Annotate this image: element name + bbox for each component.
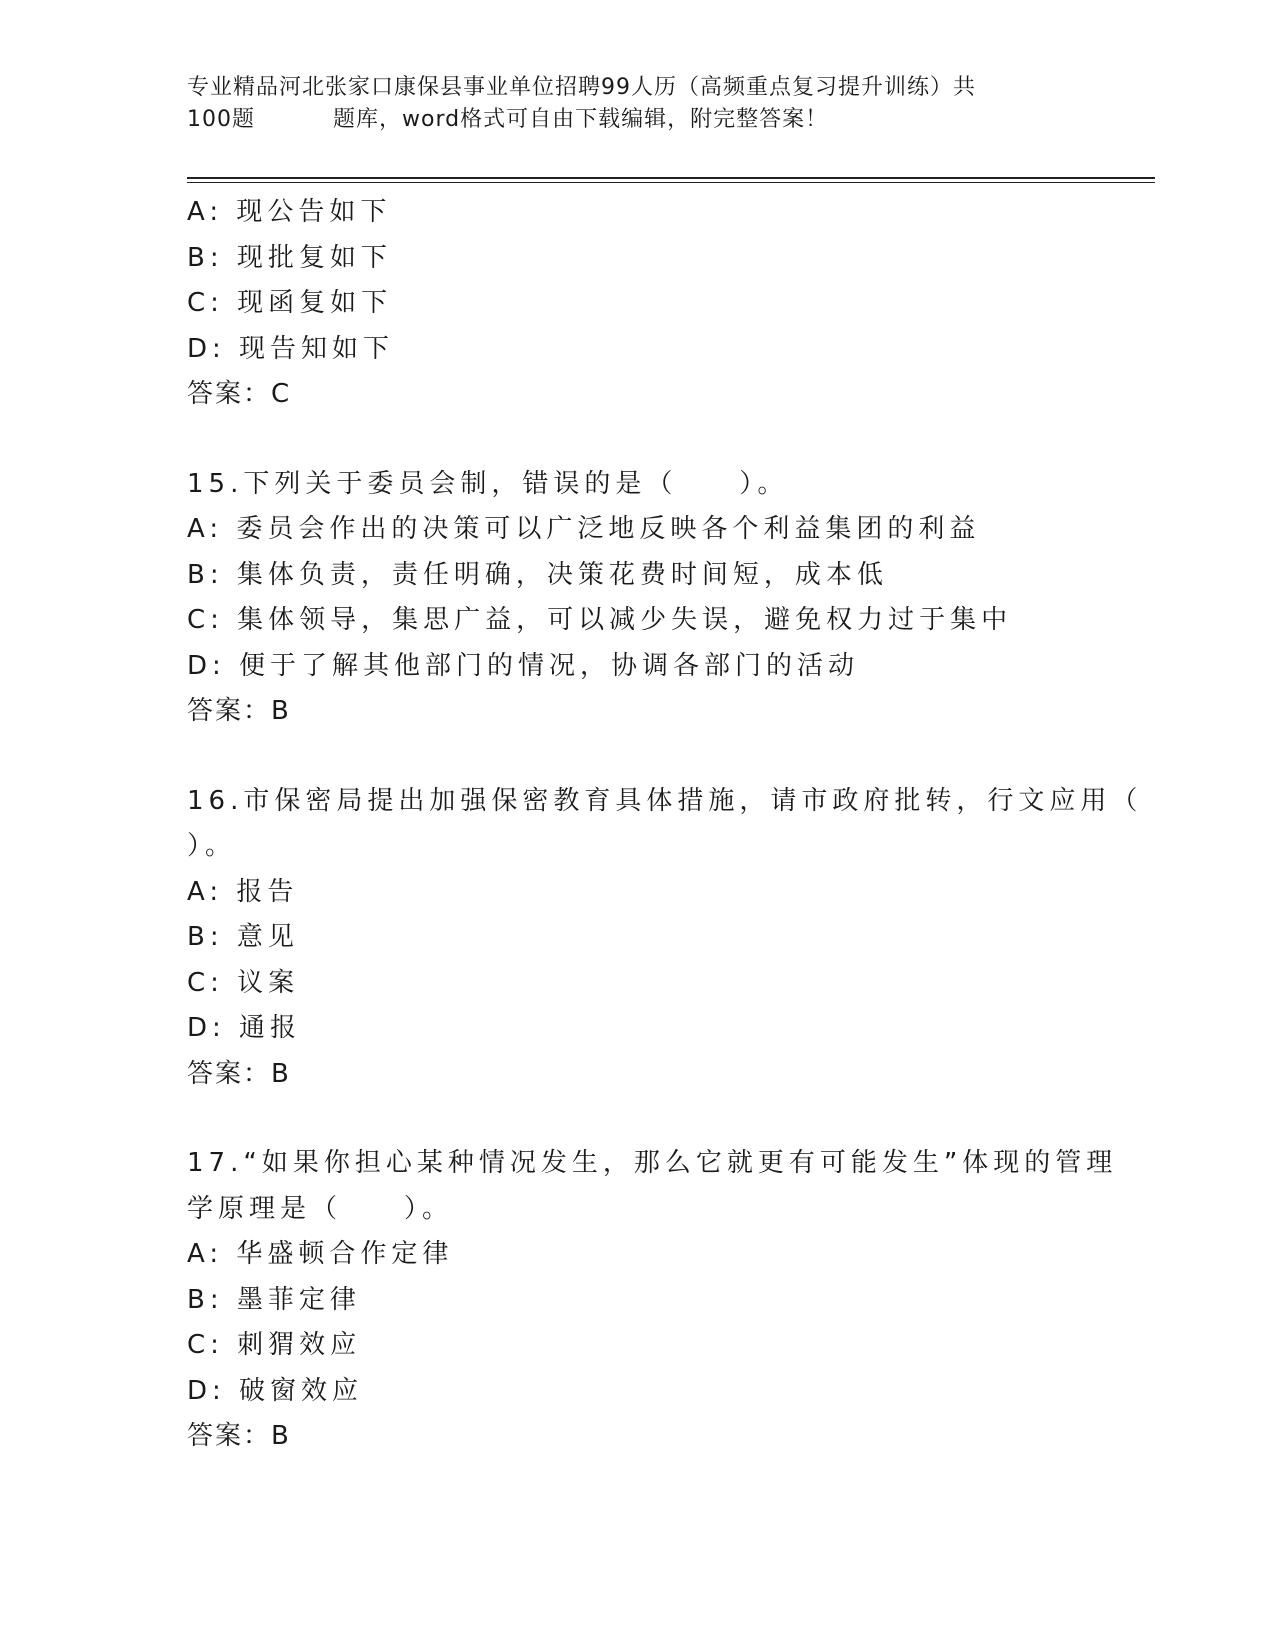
document-header	[187, 72, 1067, 136]
option-c: C: 刺猬效应	[187, 1330, 362, 1360]
header-question-count: 100题	[187, 107, 255, 132]
option-d: D: 便于了解其他部门的情况，协调各部门的活动	[187, 650, 860, 681]
question-stem-line-2: 学原理是（ ）。	[187, 1193, 454, 1224]
question-list	[187, 190, 1143, 1460]
answer: 答案：B	[187, 1058, 291, 1089]
option-b: B: 意见	[187, 922, 299, 952]
question-stem-line-1: 17.“如果你担心某种情况发生，那么它就更有可能发生”体现的管理	[187, 1148, 1118, 1178]
option-d: D: 现告知如下	[187, 333, 395, 364]
question-block-17	[187, 1141, 1118, 1460]
header-line-2	[187, 104, 1067, 136]
question-block-15	[187, 462, 1087, 735]
answer: 答案：B	[187, 1421, 291, 1451]
option-c: C: 现函复如下	[187, 288, 393, 318]
question-block-14	[187, 190, 1087, 418]
option-c: C: 集体领导，集思广益，可以减少失误，避免权力过于集中	[187, 605, 1013, 635]
question-block-16	[187, 779, 1143, 1098]
option-a: A: 报告	[187, 876, 299, 907]
option-a: A: 华盛顿合作定律	[187, 1239, 454, 1269]
option-b: B: 现批复如下	[187, 242, 392, 273]
header-rule-thin	[187, 182, 1155, 183]
answer: 答案：C	[187, 379, 292, 409]
option-c: C: 议案	[187, 967, 300, 998]
option-a: A: 现公告如下	[187, 197, 392, 227]
question-stem-line-1: 16.市保密局提出加强保密教育具体措施，请市政府批转，行文应用（	[187, 785, 1143, 816]
header-description: 题库，word格式可自由下载编辑，附完整答案！	[333, 107, 829, 132]
header-rule-thick	[187, 177, 1155, 179]
option-b: B: 墨菲定律	[187, 1284, 361, 1315]
header-line-1: 专业精品河北张家口康保县事业单位招聘99人历（高频重点复习提升训练）共	[187, 75, 976, 100]
question-stem: 15.下列关于委员会制，错误的是（ ）。	[187, 468, 789, 499]
answer: 答案：B	[187, 696, 291, 726]
option-b: B: 集体负责，责任明确，决策花费时间短，成本低	[187, 559, 888, 590]
option-a: A: 委员会作出的决策可以广泛地反映各个利益集团的利益	[187, 514, 981, 544]
question-stem-line-2: ）。	[187, 831, 237, 861]
option-d: D: 破窗效应	[187, 1375, 364, 1406]
option-d: D: 通报	[187, 1013, 302, 1043]
